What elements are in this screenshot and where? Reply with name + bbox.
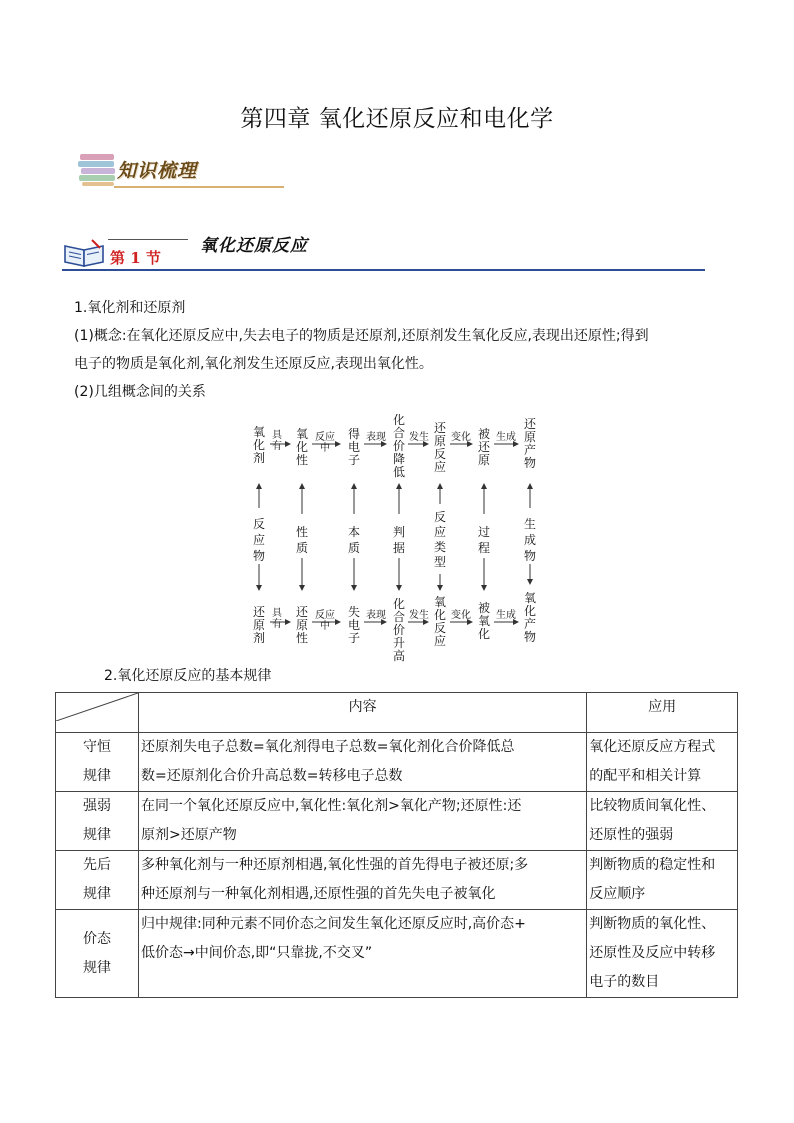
- link-undergo-bottom: 发生: [409, 610, 429, 621]
- banner-title: 知识梳理: [117, 160, 198, 182]
- link-exhibit-bottom: 表现: [366, 610, 386, 621]
- table-row: [56, 851, 738, 910]
- banner-underline: [114, 186, 284, 188]
- page-title: 第四章 氧化还原反应和电化学: [240, 106, 554, 132]
- table-header-row: [56, 693, 738, 733]
- rule-application: 比较物质间氧化性、 还原性的强弱: [587, 792, 738, 851]
- table-row: [56, 733, 738, 792]
- header-content: 内容: [139, 693, 587, 733]
- rule-application: 判断物质的氧化性、 还原性及反应中转移 电子的数目: [587, 910, 738, 998]
- term-product: 生成物: [523, 517, 536, 563]
- term-property: 性质: [295, 525, 308, 555]
- concept-line-1: (1)概念:在氧化还原反应中,失去电子的物质是还原剂,还原剂发生氧化反应,表现出还原性;得到: [74, 328, 649, 344]
- rule-content: 归中规律:同种元素不同价态之间发生氧化还原反应时,高价态+ 低价态→中间价态,即“只靠拢,不交叉”: [139, 910, 587, 998]
- section-rule: [62, 269, 705, 271]
- term-oxidation-product: 氧化产物: [523, 591, 536, 644]
- term-reduced: 被还原: [477, 427, 490, 467]
- table-row: [56, 910, 738, 998]
- term-lose-electrons: 失电子: [347, 605, 360, 645]
- link-change-top: 变化: [451, 432, 471, 443]
- term-essence: 本质: [347, 525, 360, 555]
- diagonal-header-cell: [56, 693, 139, 733]
- rule-content: 在同一个氧化还原反应中,氧化性:氧化剂>氧化产物;还原性:还 原剂>还原产物: [139, 792, 587, 851]
- rules-heading: 2.氧化还原反应的基本规律: [104, 668, 272, 684]
- rule-category: 先后 规律: [56, 851, 139, 910]
- table-row: [56, 792, 738, 851]
- term-reductant: 还原剂: [252, 605, 265, 645]
- term-reactant: 反应物: [252, 517, 265, 563]
- term-reaction-type: 反应类型: [433, 510, 446, 569]
- relation-heading: (2)几组概念间的关系: [74, 384, 206, 400]
- open-book-icon: [62, 238, 108, 272]
- term-reduction-reaction: 还原反应: [433, 421, 446, 474]
- rule-category: 强弱 规律: [56, 792, 139, 851]
- term-oxidant: 氧化剂: [252, 425, 265, 465]
- diagonal-line: [56, 693, 138, 721]
- term-valence-decrease: 化合价降低: [392, 413, 405, 479]
- term-gain-electrons: 得电子: [347, 427, 360, 467]
- rule-category: 价态 规律: [56, 910, 139, 998]
- term-oxidation-reaction: 氧化反应: [433, 595, 446, 648]
- link-have-top: 具有: [272, 430, 282, 452]
- section-number: 第 1 节: [110, 249, 161, 267]
- link-produce-top: 生成: [496, 432, 516, 443]
- rule-content: 还原剂失电子总数=氧化剂得电子总数=氧化剂化合价降低总 数=还原剂化合价升高总数=转移电子总数: [139, 733, 587, 792]
- term-valence-increase: 化合价升高: [392, 597, 405, 663]
- rules-table: [55, 692, 738, 998]
- term-oxidized: 被氧化: [477, 601, 490, 641]
- term-criterion: 判据: [392, 525, 405, 555]
- rule-category: 守恒 规律: [56, 733, 139, 792]
- term-reduction-product: 还原产物: [523, 417, 536, 470]
- link-in-reaction-top: 反应中: [315, 432, 335, 454]
- section-line: [108, 239, 188, 240]
- link-exhibit-top: 表现: [366, 432, 386, 443]
- heading-oxidant-reductant: 1.氧化剂和还原剂: [74, 300, 186, 316]
- rule-application: 氧化还原反应方程式 的配平和相关计算: [587, 733, 738, 792]
- term-reducing-property: 还原性: [295, 605, 308, 645]
- link-in-reaction-bottom: 反应中: [315, 610, 335, 632]
- header-application: 应用: [587, 693, 738, 733]
- link-have-bottom: 具有: [272, 608, 282, 630]
- concept-line-2: 电子的物质是氧化剂,氧化剂发生还原反应,表现出氧化性。: [74, 356, 433, 372]
- term-oxidizing-property: 氧化性: [295, 427, 308, 467]
- rule-content: 多种氧化剂与一种还原剂相遇,氧化性强的首先得电子被还原;多 种还原剂与一种氧化剂相遇,还原性强的首先失电子被氧化: [139, 851, 587, 910]
- concept-diagram: [240, 412, 560, 663]
- diagram-arrows: [240, 412, 560, 658]
- link-undergo-top: 发生: [409, 432, 429, 443]
- link-change-bottom: 变化: [451, 610, 471, 621]
- section-title: 氧化还原反应: [200, 236, 308, 256]
- link-produce-bottom: 生成: [496, 610, 516, 621]
- term-process: 过程: [477, 525, 490, 555]
- rule-application: 判断物质的稳定性和 反应顺序: [587, 851, 738, 910]
